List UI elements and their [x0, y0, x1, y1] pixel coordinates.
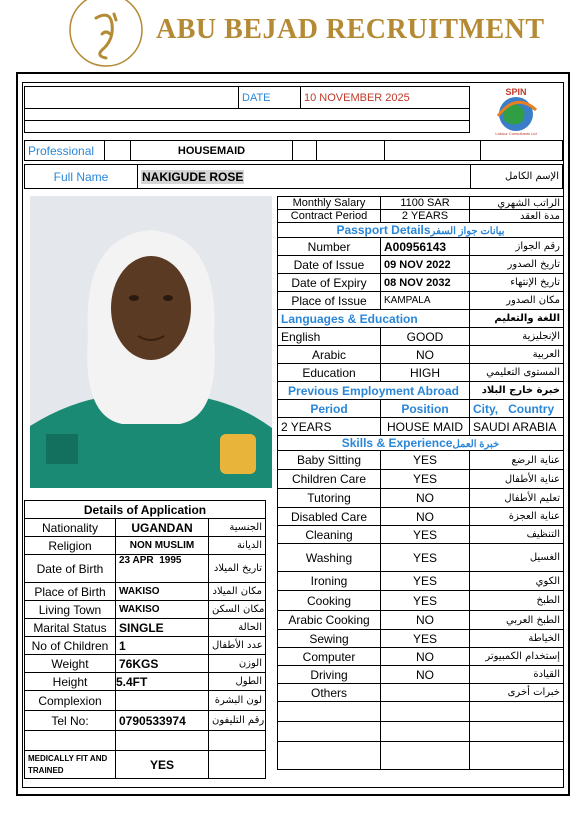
application-ar: مكان الميلاد [209, 583, 266, 601]
date-label: DATE [239, 87, 301, 109]
contract-label: Contract Period [278, 210, 381, 223]
skill-value: YES [381, 526, 470, 544]
english-value: GOOD [381, 328, 470, 346]
employment-col-position: Position [381, 400, 470, 418]
application-value: 76KGS [116, 655, 209, 673]
skill-value: YES [381, 451, 470, 470]
application-label: Height [25, 673, 116, 691]
application-label: Tel No: [25, 711, 116, 731]
passport-expiry-ar: تاريخ الإنتهاء [470, 274, 564, 292]
application-label: Place of Birth [25, 583, 116, 601]
candidate-photo [30, 196, 272, 488]
application-label: Religion [25, 537, 116, 555]
application-ar: الجنسية [209, 519, 266, 537]
application-ar: الحالة [209, 619, 266, 637]
employment-col-period: Period [278, 400, 381, 418]
skill-ar: الطبخ [470, 591, 564, 611]
application-heading: Details of Application [25, 501, 266, 519]
skill-value: NO [381, 489, 470, 508]
skill-ar: التنظيف [470, 526, 564, 544]
application-label: Date of Birth [25, 555, 116, 583]
spin-logo [490, 86, 542, 136]
arabic-value: NO [381, 346, 470, 364]
arabic-label: Arabic [278, 346, 381, 364]
passport-issue-label: Date of Issue [278, 256, 381, 274]
skill-label: Cooking [278, 591, 381, 611]
skill-ar: الخياطة [470, 630, 564, 648]
skill-value: YES [381, 470, 470, 489]
employment-period: 2 YEARS [278, 418, 381, 436]
skill-label: Arabic Cooking [278, 611, 381, 630]
application-ar: الديانة [209, 537, 266, 555]
contract-ar: مدة العقد [470, 210, 564, 223]
application-value: SINGLE [116, 619, 209, 637]
medical-label: MEDICALLY FIT AND TRAINED [25, 751, 116, 779]
application-label: Living Town [25, 601, 116, 619]
skill-ar: عناية الرضع [470, 451, 564, 470]
application-value: WAKISO [116, 601, 209, 619]
skill-label: Tutoring [278, 489, 381, 508]
languages-heading: Languages & Education [278, 310, 470, 328]
employment-country: SAUDI ARABIA [470, 418, 564, 436]
passport-number-label: Number [278, 238, 381, 256]
passport-number-ar: رقم الجواز [470, 238, 564, 256]
skill-value: YES [381, 572, 470, 591]
fullname-table [24, 164, 563, 189]
passport-place-label: Place of Issue [278, 292, 381, 310]
application-value: 0790533974 [116, 711, 209, 731]
skill-ar: خبرات أخرى [470, 684, 564, 702]
fullname-value: NAKIGUDE ROSE [142, 169, 244, 184]
skill-label: Washing [278, 544, 381, 572]
company-name: ABU BEJAD RECRUITMENT [156, 14, 545, 45]
employment-col-country: City, Country [470, 400, 564, 418]
english-label: English [278, 328, 381, 346]
education-label: Education [278, 364, 381, 382]
professional-table [24, 140, 563, 161]
skill-label: Computer [278, 648, 381, 666]
spin-text: SPIN [505, 87, 527, 97]
employment-position: HOUSE MAID [381, 418, 470, 436]
arabic-ar: العربية [470, 346, 564, 364]
fullname-ar: الإسم الكامل [471, 165, 563, 189]
application-ar: لون البشرة [209, 691, 266, 711]
passport-issue-value: 09 NOV 2022 [381, 256, 470, 274]
skill-label: Others [278, 684, 381, 702]
professional-label: Professional [25, 141, 105, 161]
passport-expiry-label: Date of Expiry [278, 274, 381, 292]
education-ar: المستوى التعليمي [470, 364, 564, 382]
application-ar: عدد الأطفال [209, 637, 266, 655]
skill-value: NO [381, 648, 470, 666]
skill-value: YES [381, 544, 470, 572]
skill-ar: تعليم الأطفال [470, 489, 564, 508]
skill-label: Sewing [278, 630, 381, 648]
salary-ar: الراتب الشهري [470, 197, 564, 210]
skill-value: NO [381, 611, 470, 630]
application-ar: رقم التليفون [209, 711, 266, 731]
professional-value: HOUSEMAID [131, 141, 293, 161]
application-label: Nationality [25, 519, 116, 537]
skill-label: Disabled Care [278, 508, 381, 526]
skill-value: YES [381, 630, 470, 648]
spin-subtext: Labour Consultants Ltd [495, 131, 537, 136]
passport-expiry-value: 08 NOV 2032 [381, 274, 470, 292]
application-ar: مكان السكن [209, 601, 266, 619]
application-value: 23 APR 1995 [116, 555, 209, 583]
skill-ar: الغسيل [470, 544, 564, 572]
application-value: UGANDAN [116, 519, 209, 537]
skill-value: NO [381, 666, 470, 684]
salary-value: 1100 SAR [381, 197, 470, 210]
skill-label: Baby Sitting [278, 451, 381, 470]
application-label: Complexion [25, 691, 116, 711]
english-ar: الإنجليزية [470, 328, 564, 346]
passport-heading: Passport Detailsبيانات جواز السفر [278, 223, 564, 238]
skill-ar: القيادة [470, 666, 564, 684]
application-table [24, 500, 266, 779]
skill-label: Driving [278, 666, 381, 684]
passport-issue-ar: تاريخ الصدور [470, 256, 564, 274]
passport-place-ar: مكان الصدور [470, 292, 564, 310]
application-ar: الطول [209, 673, 266, 691]
passport-number-value: A00956143 [381, 238, 470, 256]
application-ar: تاريخ الميلاد [209, 555, 266, 583]
skill-value [381, 684, 470, 702]
employment-heading: Previous Employment Abroad [278, 382, 470, 400]
skill-ar: إستخدام الكمبيوتر [470, 648, 564, 666]
contract-value: 2 YEARS [381, 210, 470, 223]
skill-ar: الكوي [470, 572, 564, 591]
skill-label: Cleaning [278, 526, 381, 544]
application-label: Marital Status [25, 619, 116, 637]
date-table [24, 86, 470, 133]
company-logo [66, 0, 146, 68]
skills-heading: Skills & Experienceخبرة العمل [278, 436, 564, 451]
skill-label: Ironing [278, 572, 381, 591]
application-value: 5.4FT [116, 673, 209, 691]
skill-ar: الطبخ العربي [470, 611, 564, 630]
skill-value: NO [381, 508, 470, 526]
medical-value: YES [116, 751, 209, 779]
skill-label: Children Care [278, 470, 381, 489]
right-table [277, 196, 564, 770]
skill-ar: عناية العجزة [470, 508, 564, 526]
salary-label: Monthly Salary [278, 197, 381, 210]
application-label: No of Children [25, 637, 116, 655]
date-value: 10 NOVEMBER 2025 [301, 87, 470, 109]
application-value: 1 [116, 637, 209, 655]
application-value: NON MUSLIM [116, 537, 209, 555]
education-value: HIGH [381, 364, 470, 382]
application-value [116, 691, 209, 711]
application-label: Weight [25, 655, 116, 673]
application-value: WAKISO [116, 583, 209, 601]
languages-heading-ar: اللغة والتعليم [470, 310, 564, 328]
fullname-label: Full Name [25, 165, 138, 189]
passport-place-value: KAMPALA [381, 292, 470, 310]
skill-ar: عناية الأطفال [470, 470, 564, 489]
skill-value: YES [381, 591, 470, 611]
employment-heading-ar: خبرة خارج البلاد [470, 382, 564, 400]
application-ar: الوزن [209, 655, 266, 673]
